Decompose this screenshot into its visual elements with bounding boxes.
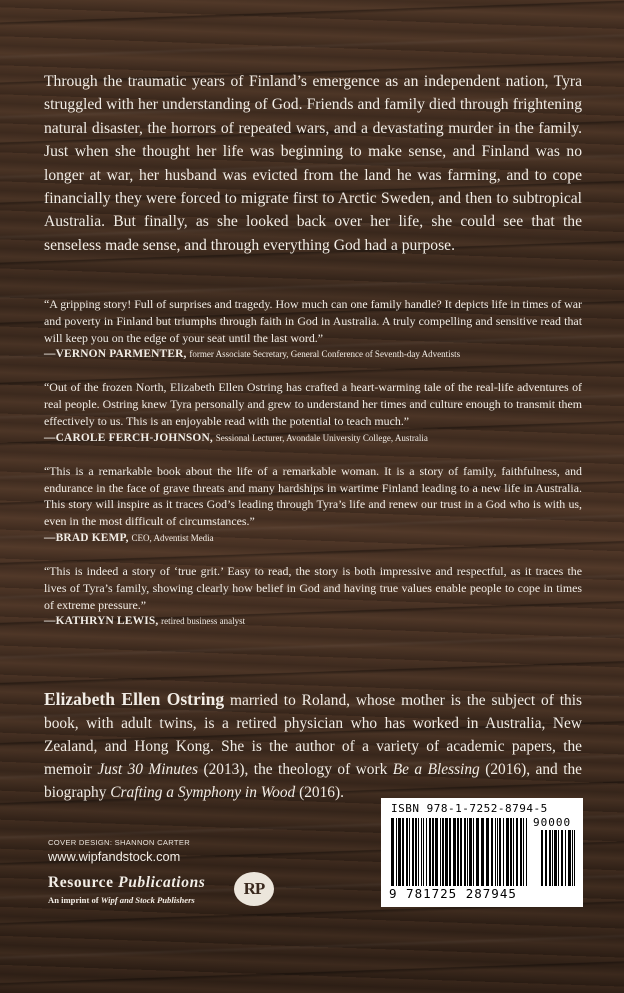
publisher-logo-icon: RP — [234, 872, 274, 906]
price-code: 90000 — [533, 816, 572, 829]
publisher-name-plain: Resource — [48, 874, 119, 891]
endorsement-quote: “Out of the frozen North, Elizabeth Ellen Ostring has crafted a heart-warming tale of the real-life adventures of real people. Ostring knew Tyra personally and grew to understand her times and culture enough to transmit them effectively to us. This is an enjoyable read with the potential to teach much.” — [44, 380, 582, 428]
book-title: Crafting a Symphony in Wood — [110, 784, 296, 801]
endorser-name: —CAROLE FERCH-JOHNSON, — [44, 431, 213, 444]
endorsement-attribution — [44, 530, 582, 547]
endorser-role: former Associate Secretary, General Conference of Seventh-day Adventists — [189, 349, 461, 360]
author-name: Elizabeth Ellen Ostring — [44, 689, 225, 709]
endorsement-quote: “A gripping story! Full of surprises and tragedy. How much can one family handle? It depicts life in times of war and poverty in Finland but triumphs through faith in God in Australia. A truly compelling and sensitive read that will keep you on the edge of your seat until the last word.” — [44, 297, 582, 345]
endorsement-attribution — [44, 613, 582, 630]
endorsement — [44, 463, 582, 547]
cover-design-credit: COVER DESIGN: SHANNON CARTER — [48, 838, 191, 847]
isbn-text: ISBN 978-1-7252-8794-5 — [391, 802, 548, 815]
author-bio — [44, 688, 582, 804]
publisher-name-italic: Publications — [118, 874, 206, 891]
bio-text: married to Roland, whose mother is the subject of this book, with adult twins, is a retired physician who has worked in Australia, New Zealand, and Hong Kong. She is the author of a variety of academic papers, the memoir — [44, 692, 583, 778]
bio-text: (2013), the theology of work — [198, 761, 393, 778]
imprint-italic: Wipf and Stock Publishers — [100, 895, 195, 905]
endorser-role: Sessional Lecturer, Avondale University College, Australia — [215, 432, 428, 443]
imprint-plain: An imprint of — [48, 895, 101, 905]
endorsement — [44, 563, 582, 630]
endorsements — [44, 296, 582, 646]
ean-barcode-icon — [391, 818, 527, 886]
endorser-name: —KATHRYN LEWIS, — [44, 615, 159, 628]
endorsement-attribution — [44, 346, 582, 363]
book-title: Be a Blessing — [392, 761, 480, 778]
publisher-website: www.wipfandstock.com — [48, 849, 181, 864]
publisher-name — [48, 874, 205, 892]
endorser-role: retired business analyst — [161, 616, 246, 627]
endorsement — [44, 296, 582, 363]
back-cover-blurb: Through the traumatic years of Finland’s emergence as an independent nation, Tyra struggled with her understanding of God. Friends and family died through frightening natural disaster, the horrors of repeated wars, and a devastating murder in the family. Just when she thought her life was beginning to make sense, and Finland was no longer at war, her husband was evicted from the land he was farming, and to cope financially they were forced to migrate first to Arctic Sweden, and then to subtropical Australia. But finally, as she looked back over her life, she could see that the senseless made sense, and through everything God had a purpose. — [44, 73, 582, 254]
endorser-name: —VERNON PARMENTER, — [44, 348, 187, 361]
endorsement-quote: “This is a remarkable book about the life of a remarkable woman. It is a story of family, faithfulness, and endurance in the face of grave threats and many hardships in wartime Finland leading to a new life in Australia. This story will inspire as it traces God’s leading through Tyra’s life and renew our trust in a God who is with us, even in the most difficult of circumstances.” — [44, 463, 582, 529]
bio-text: (2016). — [295, 784, 344, 801]
price-barcode-icon — [541, 830, 575, 886]
endorser-role: CEO, Adventist Media — [131, 532, 214, 543]
imprint-line — [48, 895, 195, 905]
endorser-name: —BRAD KEMP, — [44, 531, 129, 544]
bio-text: (2016), and the biography — [44, 761, 582, 801]
ean-digits: 9 781725 287945 — [389, 886, 517, 901]
endorsement-attribution — [44, 430, 582, 447]
endorsement — [44, 379, 582, 446]
book-title: Just 30 Minutes — [97, 761, 199, 778]
endorsement-quote: “This is indeed a story of ‘true grit.’ Easy to read, the story is both impressive and respectful, as it traces the lives of Tyra’s family, showing clearly how belief in God and having true values enable people to cope in times of extreme pressure.” — [44, 563, 582, 612]
isbn-barcode — [381, 798, 583, 907]
